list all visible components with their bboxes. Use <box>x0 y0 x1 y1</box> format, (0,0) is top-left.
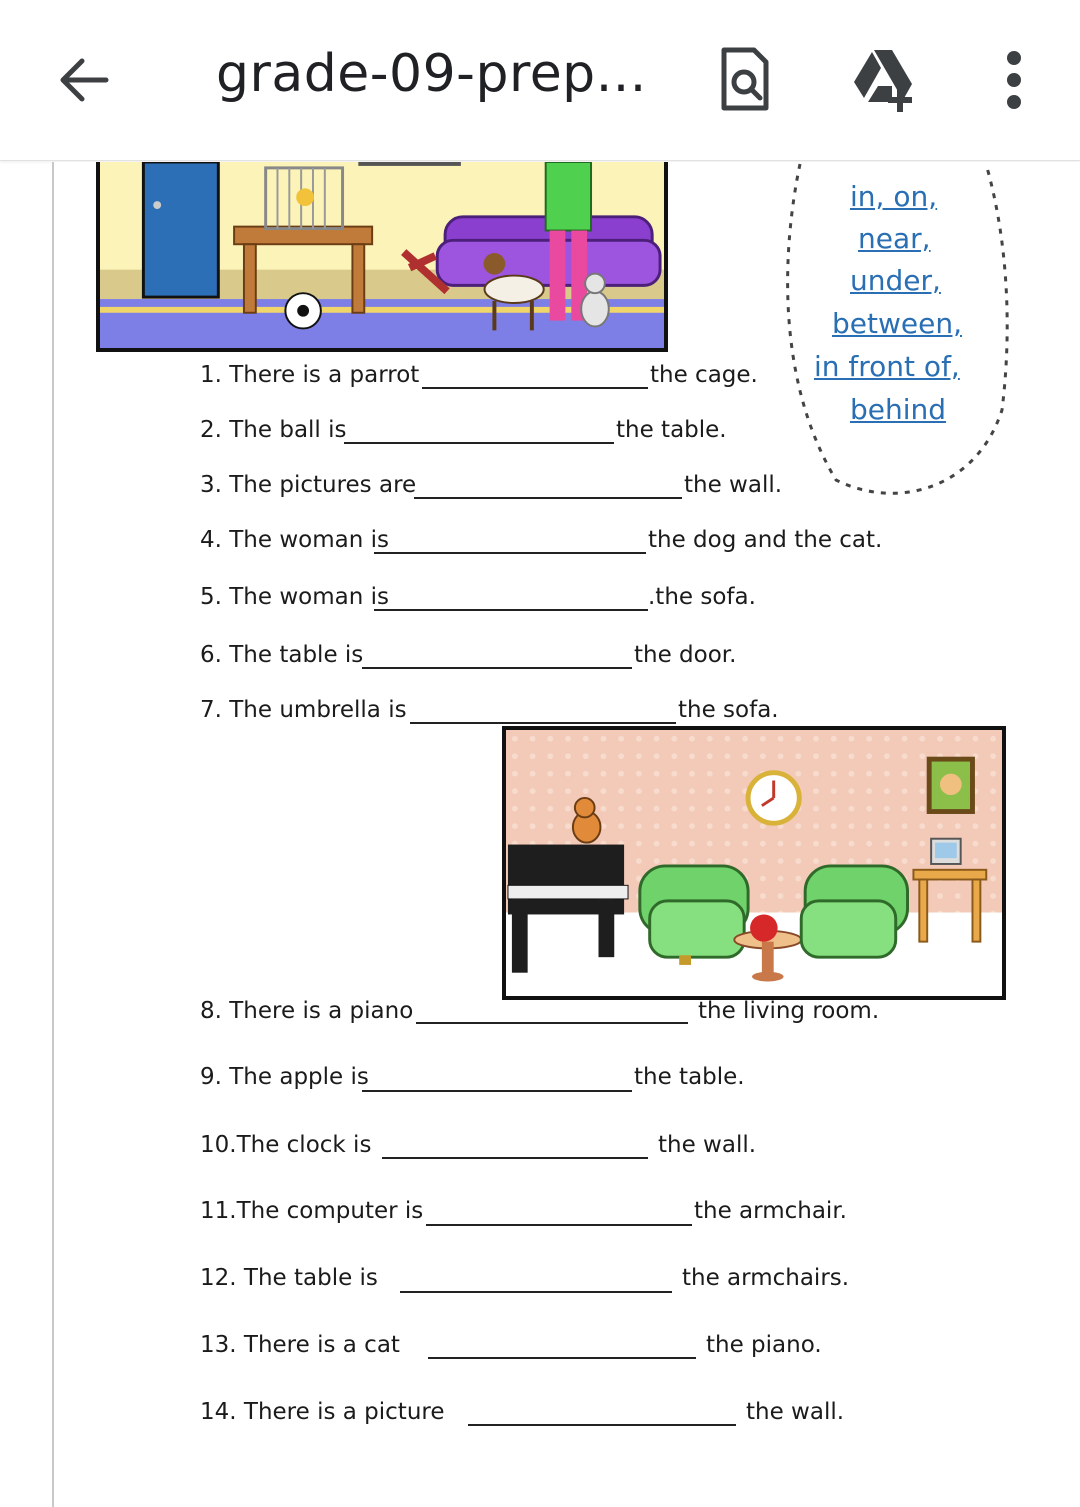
question-6-end: the door. <box>634 642 737 668</box>
question-13-end: the piano. <box>706 1332 822 1358</box>
answer-blank-11[interactable] <box>426 1224 692 1226</box>
answer-blank-7[interactable] <box>410 722 676 724</box>
word-under: under, <box>850 264 941 297</box>
search-document-icon[interactable] <box>708 44 780 116</box>
word-bank <box>776 160 1016 502</box>
answer-blank-10[interactable] <box>382 1157 648 1159</box>
question-7-end: the sofa. <box>678 697 779 723</box>
more-vert-icon[interactable] <box>988 44 1040 116</box>
question-11-start: 11.The computer is <box>200 1198 424 1224</box>
question-9-end: the table. <box>634 1064 745 1090</box>
question-10-start: 10.The clock is <box>200 1132 372 1158</box>
living-room-illustration <box>502 726 1006 1000</box>
room-illustration <box>96 162 668 352</box>
question-5-end: .the sofa. <box>648 584 756 610</box>
word-behind: behind <box>850 393 947 426</box>
answer-blank-8[interactable] <box>416 1022 688 1024</box>
question-14-start: 14. There is a picture <box>200 1399 445 1425</box>
question-7-start: 7. The umbrella is <box>200 697 407 723</box>
question-8-start: 8. There is a piano <box>200 998 414 1024</box>
answer-blank-4[interactable] <box>374 552 646 554</box>
question-12-end: the armchairs. <box>682 1265 850 1291</box>
question-2-end: the table. <box>616 417 727 443</box>
answer-blank-9[interactable] <box>362 1090 632 1092</box>
answer-blank-14[interactable] <box>468 1424 736 1426</box>
answer-blank-6[interactable] <box>362 667 632 669</box>
question-5-start: 5. The woman is <box>200 584 389 610</box>
question-8-end: the living room. <box>698 998 880 1024</box>
question-4-start: 4. The woman is <box>200 527 389 553</box>
question-1-end: the cage. <box>650 362 758 388</box>
answer-blank-1[interactable] <box>422 387 648 389</box>
answer-blank-5[interactable] <box>374 609 648 611</box>
question-6-start: 6. The table is <box>200 642 364 668</box>
question-14-end: the wall. <box>746 1399 845 1425</box>
drive-add-icon[interactable] <box>848 44 920 116</box>
question-4-end: the dog and the cat. <box>648 527 883 553</box>
question-3-start: 3. The pictures are <box>200 472 417 498</box>
app-bar <box>0 0 1080 161</box>
word-near: near, <box>858 222 931 255</box>
question-12-start: 12. The table is <box>200 1265 378 1291</box>
word-in-on: in, on, <box>850 180 938 213</box>
answer-blank-13[interactable] <box>428 1357 696 1359</box>
question-13-start: 13. There is a cat <box>200 1332 400 1358</box>
question-11-end: the armchair. <box>694 1198 847 1224</box>
question-3-end: the wall. <box>684 472 783 498</box>
question-2-start: 2. The ball is <box>200 417 347 443</box>
document-title: grade-09-prep... <box>216 44 647 104</box>
question-9-start: 9. The apple is <box>200 1064 369 1090</box>
question-1-start: 1. There is a parrot <box>200 362 420 388</box>
question-10-end: the wall. <box>658 1132 757 1158</box>
arrow-left-icon[interactable] <box>52 48 116 112</box>
word-between: between, <box>832 307 962 340</box>
answer-blank-12[interactable] <box>400 1291 672 1293</box>
answer-blank-3[interactable] <box>414 497 682 499</box>
word-in-front-of: in front of, <box>814 350 960 383</box>
answer-blank-2[interactable] <box>344 442 614 444</box>
